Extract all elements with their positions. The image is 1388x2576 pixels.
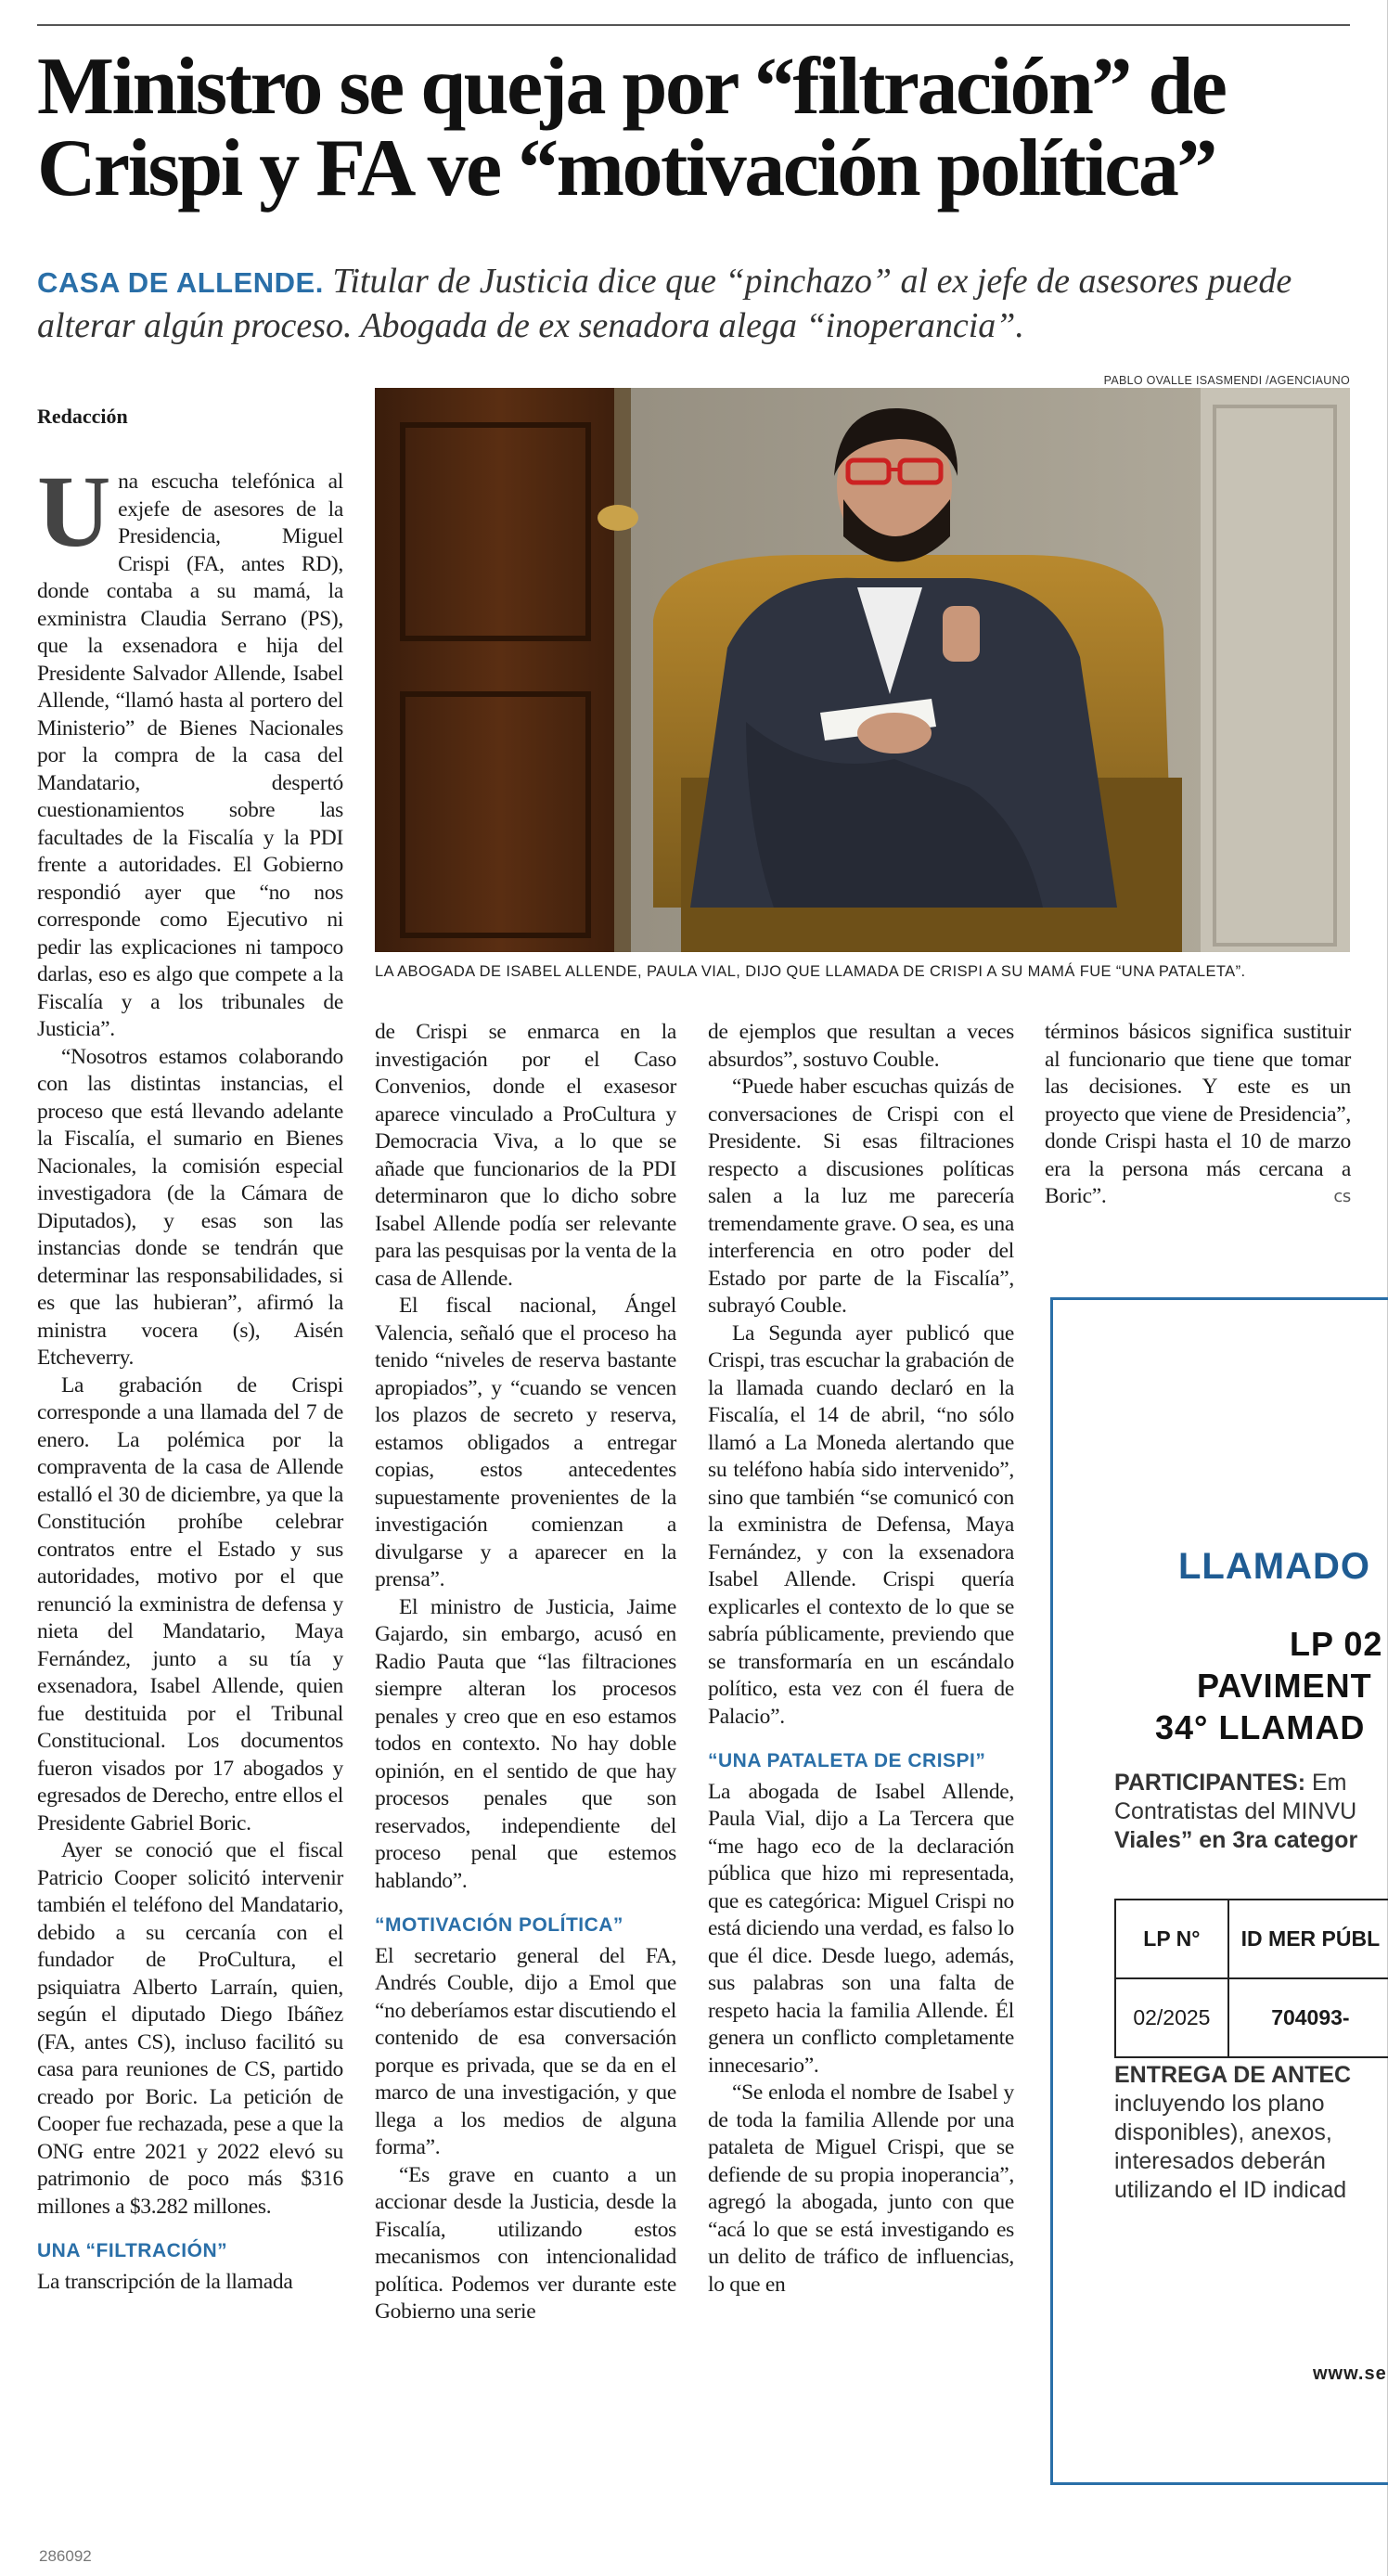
article-column-2 (375, 1019, 676, 2326)
ad-participants: PARTICIPANTES: Em Contratistas del MINVU Viales” en 3ra categor (1114, 1770, 1358, 1853)
ad-table-header: LP N° (1115, 1900, 1228, 1978)
headline-line-1: Ministro se queja por “filtración” de (37, 42, 1226, 132)
paragraph: de ejemplos que resultan a veces absurdos”, sostuvo Couble. (708, 1020, 1014, 1072)
paragraph: Ayer se conoció que el fiscal Patricio Cooper solicitó intervenir también el teléfono del Mandatario, debido a su cercanía con el fundador de ProCultura, el psiquiatra Alberto Larraín, quien, según el diputado Diego Ibáñez (FA, antes CS), incluso facilitó su casa para reuniones de CS, partido creado por Boric. La petición de Cooper fue rechazada, pese a que la ONG entre 2021 y 2022 elevó su patrimonio de poco más $316 millones a $3.282 millones. (37, 1838, 343, 2219)
top-rule (37, 24, 1350, 26)
photo-credit: PABLO OVALLE ISASMENDI /AGENCIAUNO (1103, 374, 1350, 387)
paragraph: “Nosotros estamos colaborando con las distintas instancias, el proceso que está llevando adelante la Fiscalía, el sumario en Bienes Nacionales, la comisión especial investigadora (de la Cámara de Diputados), y esas son las instancias donde se tendrán que determinar las responsabilidades, si es que las hubieran”, afirmó la ministra vocera (s), Aisén Etcheverry. (37, 1044, 343, 1370)
dek-text: Titular de Justicia dice que “pinchazo” al ex jefe de asesores puede alterar algún proceso. Abogada de ex senadora alega “inoperancia”. (37, 262, 1292, 345)
article-column-1 (37, 455, 343, 2296)
dropcap: U (37, 455, 111, 568)
ad-line-2: PAVIMENT (1197, 1667, 1372, 1705)
paragraph: “Puede haber escuchas quizás de conversaciones de Crispi con el Presidente. Si esas filtraciones respecto a discusiones políticas salen a la luz me parecería tremendamente grave. O sea, es una interferencia en otro poder del Estado por parte de la Fiscalía”, subrayó Couble. (708, 1075, 1014, 1318)
door-knob (598, 505, 638, 531)
paragraph: La Segunda ayer publicó que Crispi, tras escuchar la grabación de la llamada cuando declaró en la Fiscalía, el 14 de abril, “no sólo llamó a La Moneda alertando que su teléfono había sido intervenido”, sino que también “se comunicó con la exministra de Defensa, Maya Fernández, y con la exsenadora Isabel Allende. Crispi quería explicarles el contexto de lo que se sabría públicamente, previendo que se transformaría en un escándalo político, esta vez con él fuera de Palacio”. (708, 1320, 1014, 1729)
ad-table (1114, 1899, 1388, 2058)
photo-illustration (375, 388, 1350, 952)
paragraph: La grabación de Crispi corresponde a una llamada del 7 de enero. La polémica por la compraventa de la casa de Allende estalló el 30 de diciembre, ya que la Constitución prohíbe celebrar contratos entre el Estado y sus autoridades, motivo por el que renunció la exministra de defensa y nieta del Mandatario, Maya Fernández, junto a su tía y exsenadora, Isabel Allende, quien fue destituida por el Tribunal Constitucional. Los documentos fueron visados por 17 abogados y egresados de Derecho, entre ellos el Presidente Gabriel Boric. (37, 1372, 343, 1835)
article-column-3 (708, 1019, 1014, 2299)
paragraph: La transcripción de la llamada (37, 2269, 293, 2294)
paragraph: “Es grave en cuanto a un accionar desde la Justicia, desde la Fiscalía, utilizando estos mecanismos con intencionalidad política. Podemos ver durante este Gobierno una serie (375, 2162, 676, 2324)
classified-ad (1050, 1297, 1388, 2485)
paragraph: de Crispi se enmarca en la investigación por el Caso Convenios, donde el exasesor aparece vinculado a ProCultura y Democracia Viva, a lo que se añade que funcionarios de la PDI determinaron que lo dicho sobre Isabel Allende podía ser relevante para las pesquisas por la venta de la casa de Allende. (375, 1020, 676, 1291)
end-of-article-mark: cs (1333, 1187, 1351, 1206)
subhead-motivacion-politica: “MOTIVACIÓN POLÍTICA” (375, 1914, 623, 1936)
subhead-filtracion: UNA “FILTRACIÓN” (37, 2240, 228, 2261)
ad-table-cell: 02/2025 (1115, 1978, 1228, 2057)
photo-caption: LA ABOGADA DE ISABEL ALLENDE, PAULA VIAL, DIJO QUE LLAMADA DE CRISPI A SU MAMÁ FUE “UNA PATALETA”. (375, 963, 1246, 980)
ad-line-3: 34° LLAMAD (1155, 1708, 1366, 1746)
paragraph: “Se enloda el nombre de Isabel y de toda la familia Allende por una pataleta de Miguel Crispi, que se defiende de su propia inoperancia”, agregó la abogada, junto con que “acá lo que se está investigando es un delito de tráfico de influencias, lo que en (708, 2080, 1014, 2297)
paragraph: términos básicos significa sustituir al funcionario que tiene que tomar las decisiones. Y este es un proyecto que viene de Presidencia”, donde Crispi hasta el 10 de marzo era la persona más cercana a Boric”. cs (1045, 1019, 1351, 1211)
dek-kicker: CASA DE ALLENDE. (37, 266, 324, 299)
ad-line-1: LP 02 (1290, 1625, 1383, 1663)
subhead-pataleta: “UNA PATALETA DE CRISPI” (708, 1750, 986, 1771)
headline-line-2: Crispi y FA ve “motivación política” (37, 123, 1215, 213)
dek (37, 260, 1355, 347)
ad-title: LLAMADO (1178, 1546, 1370, 1587)
paragraph: El ministro de Justicia, Jaime Gajardo, sin embargo, acusó en Radio Pauta que “las filtraciones siempre alteran los procesos penales y creo que en eso estamos todos en contexto. No hay doble opinión, en el sentido de que hay procesos penales que son reservados, independiente del proceso penal que estemos hablando”. (375, 1594, 676, 1893)
article-photo (375, 388, 1350, 952)
article-column-4 (1045, 1019, 1351, 1211)
ad-url[interactable]: www.se (1313, 2363, 1387, 2384)
paragraph: El fiscal nacional, Ángel Valencia, señaló que el proceso ha tenido “niveles de reserva bastante apropiados”, y “cuando se vencen los plazos de secreto y reserva, estamos obligados a entregar copias, estos antecedentes supuestamente provenientes de la investigación comienzan a divulgarse y a aparecer en la prensa”. (375, 1294, 676, 1591)
ad-table-cell: 704093- (1228, 1978, 1388, 2057)
paragraph: El secretario general del FA, Andrés Couble, dijo a Emol que “no deberíamos estar discutiendo el contenido de esa conversación porque es privada, que se da en el marco de una investigación, y que llega a los medios de alguna forma”. (375, 1943, 676, 2159)
page-code: 286092 (39, 2547, 92, 2565)
byline: Redacción (37, 405, 128, 428)
headline (37, 42, 1355, 213)
paragraph: La abogada de Isabel Allende, Paula Vial, dijo a La Tercera que “me hago eco de la declaración pública que hizo mi representada, que es categórica: Miguel Crispi no está diciendo una verdad, es falso lo que él dice. Desde luego, además, sus palabras son una falta de respeto hacia la familia Allende. Él genera un conflicto completamente innecesario”. (708, 1779, 1014, 2078)
paragraph: Una escucha telefónica al exjefe de asesores de la Presidencia, Miguel Crispi (FA, antes RD), donde contaba a su mamá, la exministra Claudia Serrano (PS), que la exsenadora e hija del Presidente Salvador Allende, Isabel Allende, “llamó hasta al portero del Ministerio” de Bienes Nacionales por la compra de la casa del Mandatario, despertó cuestionamientos sobre las facultades de la Fiscalía y la PDI frente a autoridades. El Gobierno respondió ayer que “no nos corresponde como Ejecutivo ni pedir las explicaciones ni tampoco darlas, eso es algo que compete a la Fiscalía y a los tribunales de Justicia”. (37, 455, 343, 1041)
ad-table-header: ID MER PÚBL (1228, 1900, 1388, 1978)
ad-delivery: ENTREGA DE ANTEC incluyendo los plano disponibles), anexos, interesados deberán utilizando el ID indicad (1114, 2062, 1352, 2203)
